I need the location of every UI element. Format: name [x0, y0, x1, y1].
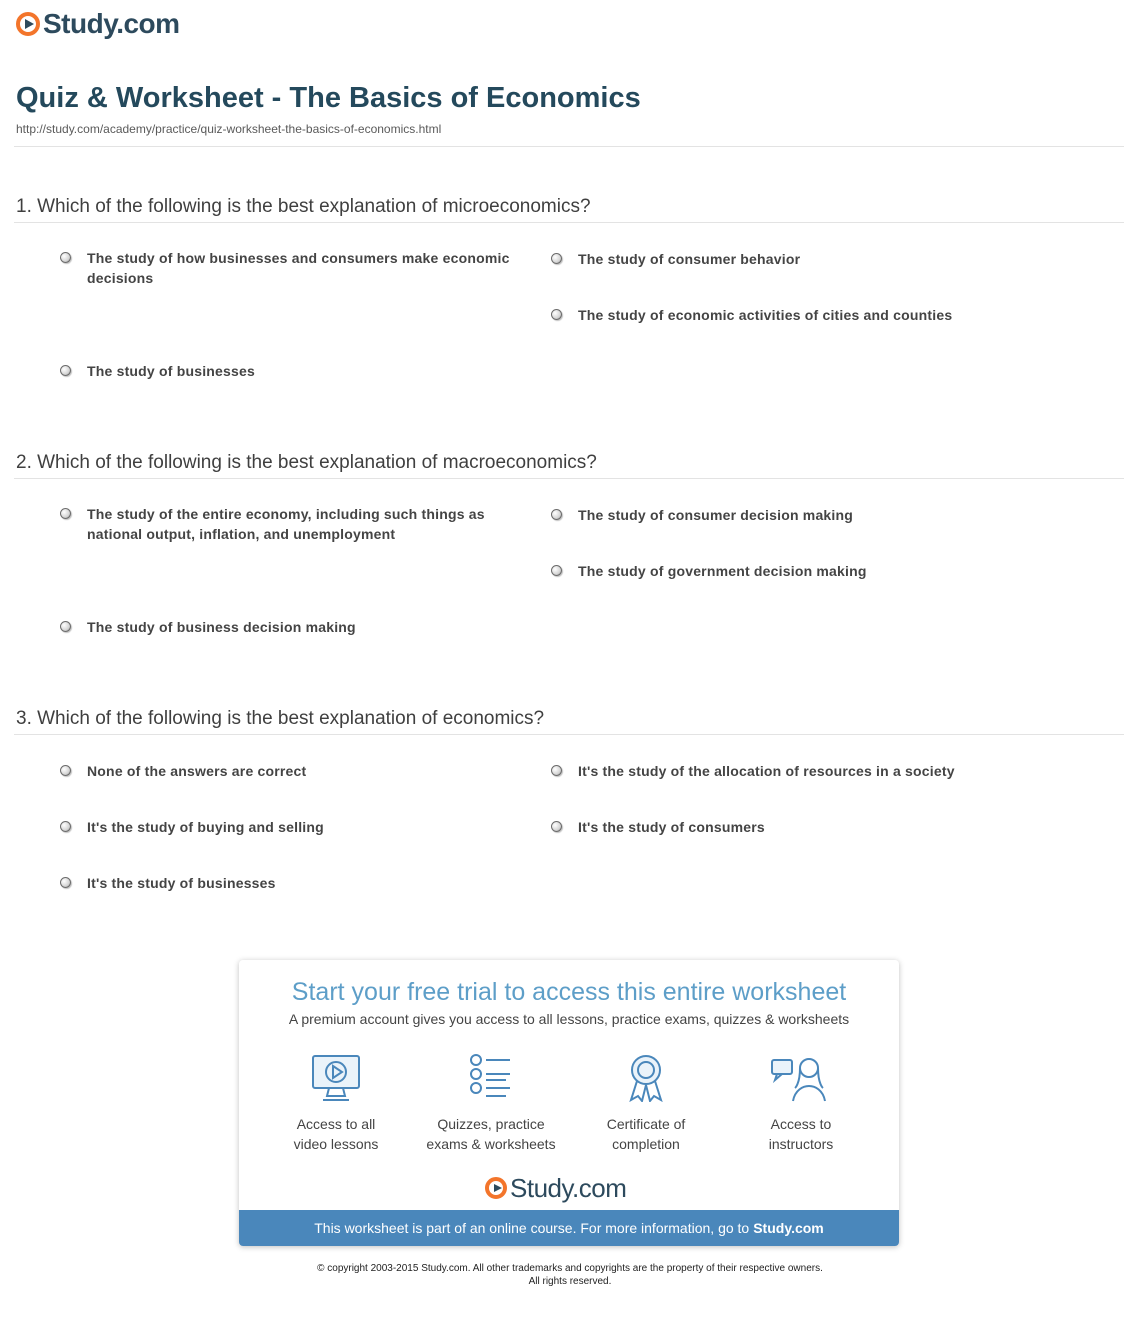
answer-text: The study of businesses — [87, 363, 255, 379]
feature-instructors — [723, 1054, 879, 1154]
feature-label: completion — [612, 1136, 680, 1152]
feature-label: instructors — [768, 1136, 834, 1152]
answer-text: The study of how businesses and consumers make economic decisions — [87, 250, 510, 286]
answer-option[interactable] — [551, 761, 1111, 781]
radio-button[interactable] — [551, 253, 562, 264]
radio-button[interactable] — [60, 765, 71, 776]
feature-label: exams & worksheets — [426, 1136, 556, 1152]
answer-text: None of the answers are correct — [87, 763, 307, 779]
feature-certificate — [568, 1054, 724, 1154]
question-2: 2. Which of the following is the best explanation of macroeconomics? — [16, 452, 597, 473]
promo-footer-bar — [239, 1210, 899, 1246]
question-3: 3. Which of the following is the best explanation of economics? — [16, 708, 545, 729]
answer-text: The study of the entire economy, including such things as national output, inflation, and unemployment — [87, 506, 485, 542]
radio-button[interactable] — [551, 821, 562, 832]
answer-option[interactable] — [60, 504, 510, 544]
radio-button[interactable] — [60, 365, 71, 376]
radio-button[interactable] — [60, 821, 71, 832]
answer-option[interactable] — [60, 817, 520, 837]
video-lesson-icon — [311, 1054, 361, 1102]
instructor-chat-icon — [771, 1054, 831, 1102]
radio-button[interactable] — [551, 765, 562, 776]
feature-label: Access to all — [296, 1116, 376, 1132]
promo-studycom-logo[interactable] — [485, 1172, 626, 1204]
copyright-line: © copyright 2003-2015 Study.com. All other trademarks and copyrights are the property of their respective owners. — [317, 1263, 823, 1274]
studycom-logo[interactable] — [16, 8, 180, 40]
divider — [14, 734, 1124, 735]
divider — [14, 478, 1124, 479]
feature-label: video lessons — [293, 1136, 379, 1152]
feature-video-lessons — [258, 1054, 414, 1154]
answer-text: The study of business decision making — [87, 619, 356, 635]
copyright-notice — [0, 1262, 1140, 1288]
play-logo-icon — [485, 1177, 507, 1199]
copyright-line: All rights reserved. — [528, 1276, 612, 1287]
radio-button[interactable] — [551, 309, 562, 320]
divider — [14, 222, 1124, 223]
answer-option[interactable] — [60, 361, 520, 381]
feature-quizzes — [413, 1054, 569, 1154]
answer-text: The study of consumer behavior — [578, 251, 801, 267]
radio-button[interactable] — [60, 621, 71, 632]
answer-option[interactable] — [60, 761, 520, 781]
logo-text: Study.com — [510, 1173, 627, 1203]
answer-option[interactable] — [551, 305, 1111, 325]
answer-text: It's the study of businesses — [87, 875, 276, 891]
page-title: Quiz & Worksheet - The Basics of Economics — [16, 82, 641, 114]
studycom-link[interactable]: Study.com — [753, 1220, 824, 1236]
logo-text: Study.com — [43, 8, 180, 39]
radio-button[interactable] — [60, 877, 71, 888]
question-1: 1. Which of the following is the best explanation of microeconomics? — [16, 196, 591, 217]
radio-button[interactable] — [60, 252, 71, 263]
divider — [14, 146, 1124, 147]
answer-text: The study of economic activities of cities and counties — [578, 307, 953, 323]
promo-footer-text: This worksheet is part of an online course. For more information, go to — [314, 1220, 750, 1236]
answer-text: The study of consumer decision making — [578, 507, 854, 523]
answer-option[interactable] — [551, 817, 1111, 837]
promo-subtitle: A premium account gives you access to all lessons, practice exams, quizzes & worksheets — [288, 1011, 850, 1027]
page-url: http://study.com/academy/practice/quiz-worksheet-the-basics-of-economics.html — [16, 122, 442, 136]
answer-text: The study of government decision making — [578, 563, 867, 579]
radio-button[interactable] — [551, 565, 562, 576]
answer-text: It's the study of buying and selling — [87, 819, 324, 835]
radio-button[interactable] — [60, 508, 71, 519]
promo-title[interactable]: Start your free trial to access this entire worksheet — [291, 978, 847, 1006]
feature-label: Quizzes, practice — [437, 1116, 545, 1132]
free-trial-promo — [239, 960, 899, 1246]
feature-label: Access to — [770, 1116, 832, 1132]
answer-option[interactable] — [60, 248, 520, 288]
answer-option[interactable] — [60, 617, 520, 637]
feature-label: Certificate of — [606, 1116, 686, 1132]
answer-option[interactable] — [551, 561, 1111, 581]
radio-button[interactable] — [551, 509, 562, 520]
answer-text: It's the study of consumers — [578, 819, 765, 835]
play-logo-icon — [16, 12, 40, 36]
answer-option[interactable] — [551, 249, 1111, 269]
answer-option[interactable] — [551, 505, 1111, 525]
certificate-ribbon-icon — [621, 1054, 671, 1102]
answer-option[interactable] — [60, 873, 520, 893]
checklist-icon — [466, 1054, 516, 1102]
answer-text: It's the study of the allocation of resources in a society — [578, 763, 955, 779]
